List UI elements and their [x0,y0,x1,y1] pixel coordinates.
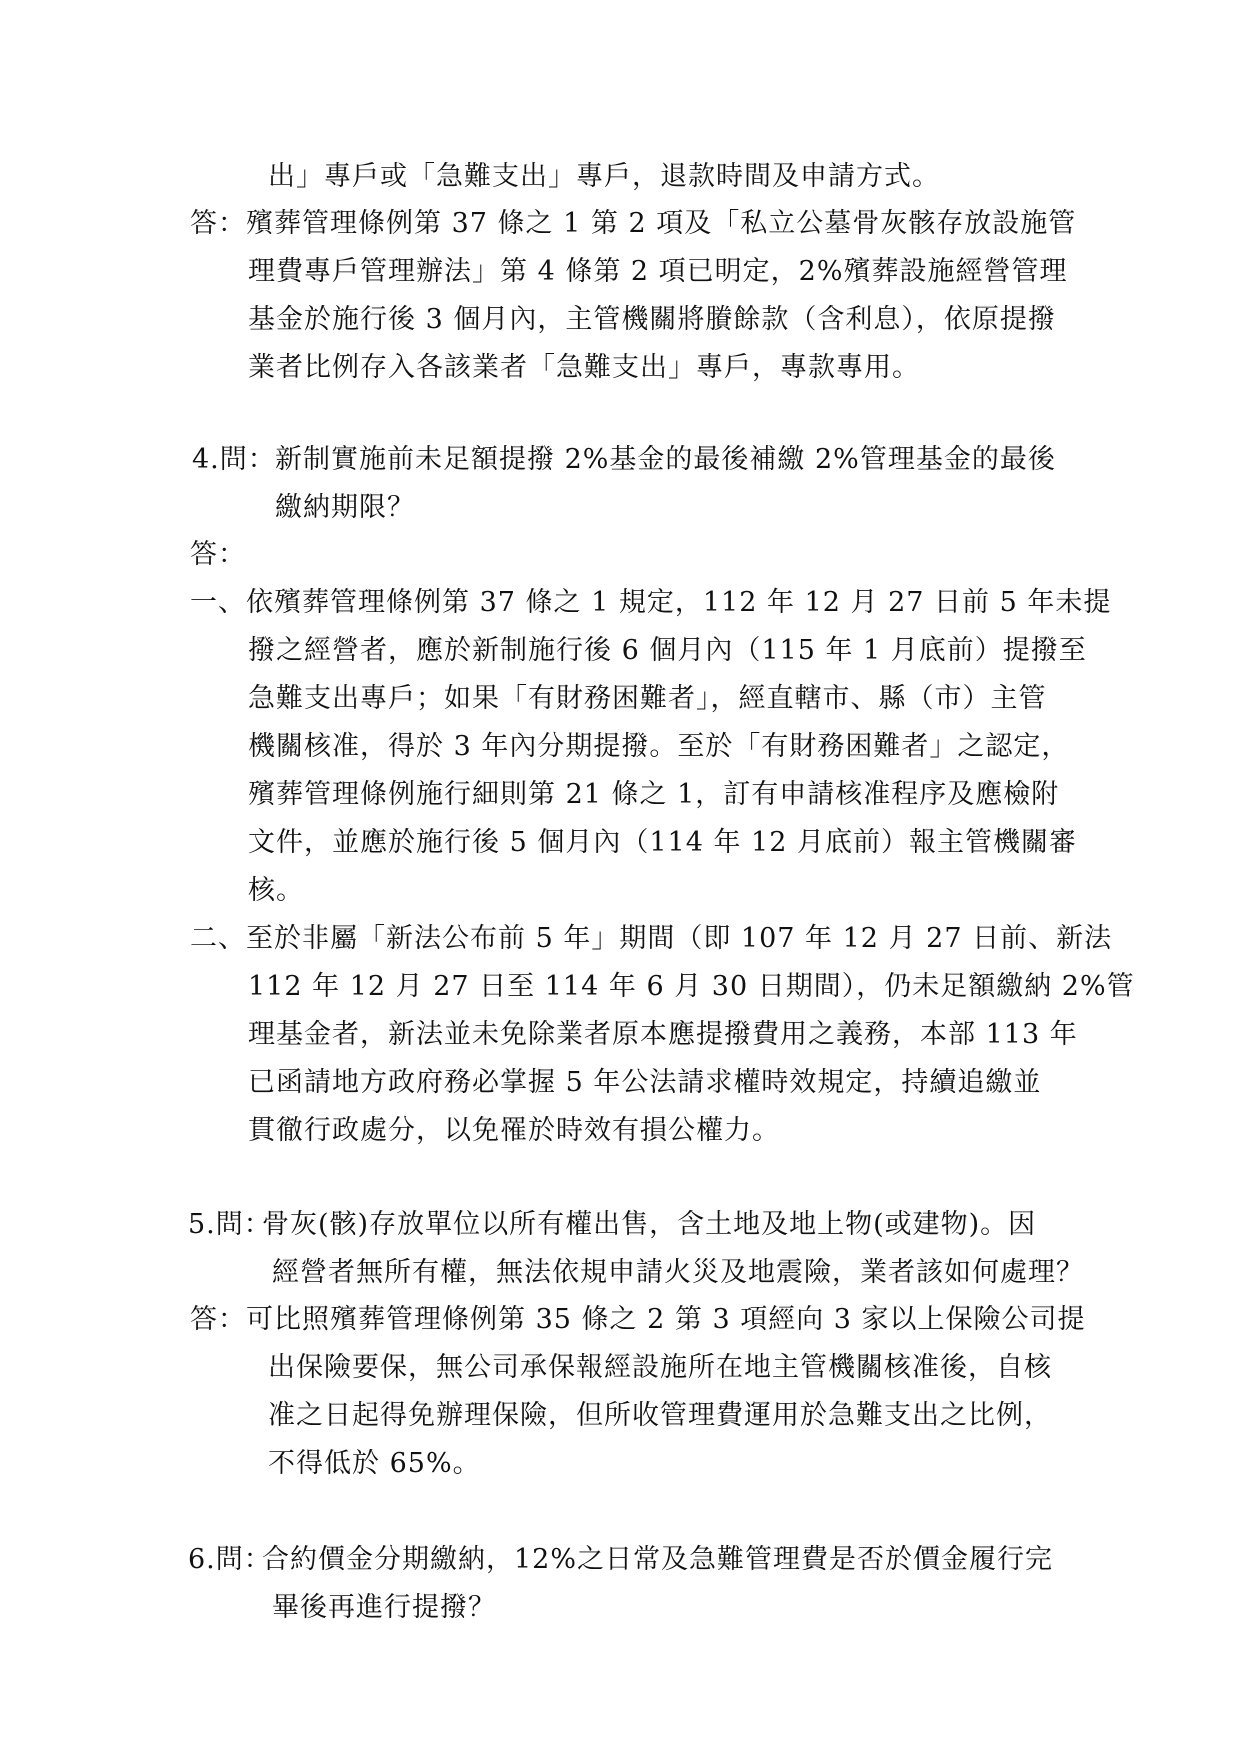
list-item-line: 112 年 12 月 27 日至 114 年 6 月 30 日期間），仍未足額繳納 2%管 [248,971,1135,1002]
list-item-line: 理基金者，新法並未免除業者原本應提撥費用之義務，本部 113 年 [248,1019,1078,1050]
answer-line: 可比照殯葬管理條例第 35 條之 2 第 3 項經向 3 家以上保險公司提 [246,1304,1086,1335]
question-line: 新制實施前未足額提撥 2%基金的最後補繳 2%管理基金的最後 [275,444,1056,475]
list-item-line: 急難支出專戶；如果「有財務困難者」，經直轄市、縣（市）主管 [248,683,1047,714]
answer-line: 業者比例存入各該業者「急難支出」專戶，專款專用。 [248,352,920,383]
answer-line: 不得低於 65%。 [268,1448,481,1479]
answer-line: 基金於施行後 3 個月內，主管機關將賸餘款（含利息），依原提撥 [248,304,1056,335]
list-item-line: 依殯葬管理條例第 37 條之 1 規定，112 年 12 月 27 日前 5 年未提 [246,587,1112,618]
list-item-line: 殯葬管理條例施行細則第 21 條之 1，訂有申請核准程序及應檢附 [248,779,1060,810]
list-item-line: 核。 [248,875,304,906]
answer-label: 答： [190,539,246,570]
answer-line: 准之日起得免辦理保險，但所收管理費運用於急難支出之比例， [268,1400,1052,1431]
answer-line: 殯葬管理條例第 37 條之 1 第 2 項及「私立公墓骨灰骸存放設施管 [246,208,1077,239]
answer-label: 答： [190,1304,246,1335]
answer-line: 理費專戶管理辦法」第 4 條第 2 項已明定，2%殯葬設施經營管理 [248,256,1068,287]
list-item-line: 文件，並應於施行後 5 個月內（114 年 12 月底前）報主管機關審 [248,827,1077,858]
question-line: 繳納期限？ [275,492,415,523]
question-line: 骨灰(骸)存放單位以所有權出售，含土地及地上物(或建物)。因 [262,1209,1037,1240]
question-line: 合約價金分期繳納，12%之日常及急難管理費是否於價金履行完 [262,1544,1054,1575]
answer-label: 答： [190,208,246,239]
question-line: 畢後再進行提撥？ [272,1592,496,1623]
answer-line: 出保險要保，無公司承保報經設施所在地主管機關核准後，自核 [268,1352,1052,1383]
question-label: 6.問： [188,1544,272,1575]
list-item-line: 至於非屬「新法公布前 5 年」期間（即 107 年 12 月 27 日前、新法 [246,923,1113,954]
list-item-line: 貫徹行政處分，以免罹於時效有損公權力。 [248,1115,780,1146]
list-item-line: 已函請地方政府務必掌握 5 年公法請求權時效規定，持續追繳並 [248,1067,1042,1098]
question-line: 經營者無所有權，無法依規申請火災及地震險，業者該如何處理？ [272,1257,1084,1288]
list-item-line: 撥之經營者，應於新制施行後 6 個月內（115 年 1 月底前）提撥至 [248,635,1087,666]
list-item-marker: 二、 [190,923,246,954]
list-item-marker: 一、 [190,587,246,618]
question-label: 4.問： [192,444,276,475]
question-continuation: 出」專戶或「急難支出」專戶，退款時間及申請方式。 [268,161,940,192]
list-item-line: 機關核准，得於 3 年內分期提撥。至於「有財務困難者」之認定， [248,731,1070,762]
question-label: 5.問： [188,1209,272,1240]
